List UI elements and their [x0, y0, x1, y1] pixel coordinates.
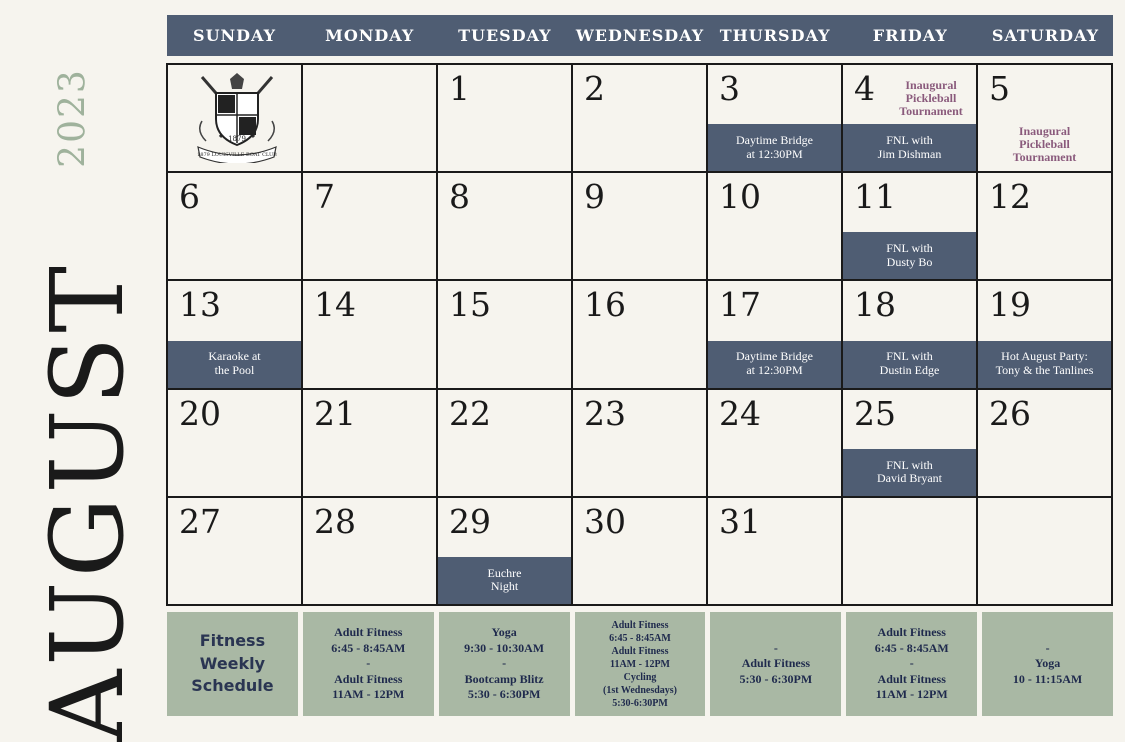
event-label-top: Inaugural Pickleball Tournament: [899, 78, 963, 119]
day-cell-5[interactable]: [978, 65, 1113, 173]
empty-cell: [303, 65, 438, 173]
day-number: 4: [854, 69, 875, 108]
day-cell-9[interactable]: [573, 173, 708, 281]
fitness-day-5: Adult Fitness 6:45 - 8:45AM - Adult Fitness 11AM - 12PM: [846, 612, 977, 716]
weekday-friday: FRIDAY: [872, 26, 948, 45]
day-number: 25: [854, 393, 896, 433]
day-cell-3[interactable]: [708, 65, 843, 173]
day-cell-18[interactable]: [843, 281, 978, 389]
empty-cell: [843, 498, 978, 606]
day-cell-6[interactable]: [168, 173, 303, 281]
day-cell-12[interactable]: [978, 173, 1113, 281]
day-cell-24[interactable]: [708, 390, 843, 498]
day-cell-20[interactable]: [168, 390, 303, 498]
day-number: 13: [179, 285, 221, 325]
day-number: 2: [584, 69, 605, 108]
day-number: 26: [989, 393, 1031, 433]
day-cell-17[interactable]: [708, 281, 843, 389]
day-number: 16: [584, 285, 626, 325]
day-number: 23: [584, 393, 626, 433]
day-cell-31[interactable]: [708, 498, 843, 606]
day-number: 3: [719, 69, 740, 108]
day-number: 8: [449, 177, 470, 217]
event-bar[interactable]: FNL with Dusty Bo: [843, 232, 976, 279]
weekday-tuesday: TUESDAY: [458, 26, 552, 45]
day-number: 18: [854, 285, 896, 325]
day-cell-29[interactable]: [438, 498, 573, 606]
month-title: AUGUST: [29, 262, 146, 742]
day-number: 30: [584, 501, 626, 541]
day-number: 9: [584, 177, 605, 217]
day-cell-26[interactable]: [978, 390, 1113, 498]
day-cell-10[interactable]: [708, 173, 843, 281]
day-number: 10: [719, 177, 761, 217]
event-bar[interactable]: FNL with David Bryant: [843, 449, 976, 496]
day-cell-28[interactable]: [303, 498, 438, 606]
day-number: 22: [449, 393, 491, 433]
day-number: 31: [719, 501, 761, 541]
day-cell-4[interactable]: [843, 65, 978, 173]
day-cell-7[interactable]: [303, 173, 438, 281]
day-cell-13[interactable]: [168, 281, 303, 389]
crest-motto: 1879 LOUISVILLE BOAT CLUB: [197, 152, 277, 158]
weekday-saturday: SATURDAY: [991, 26, 1099, 45]
day-number: 7: [314, 177, 335, 217]
day-cell-1[interactable]: [438, 65, 573, 173]
day-number: 14: [314, 285, 356, 325]
fitness-day-3: Adult Fitness 6:45 - 8:45AM Adult Fitness 11AM - 12PM Cycling (1st Wednesdays) 5:30-6:30PM: [575, 612, 706, 716]
day-number: 29: [449, 501, 491, 541]
day-number: 11: [854, 177, 896, 217]
day-number: 5: [989, 69, 1010, 108]
fitness-day-4: - Adult Fitness 5:30 - 6:30PM: [710, 612, 841, 716]
day-cell-2[interactable]: [573, 65, 708, 173]
fitness-day-6: - Yoga 10 - 11:15AM: [982, 612, 1113, 716]
day-number: 6: [179, 177, 200, 217]
day-number: 27: [179, 501, 221, 541]
day-cell-30[interactable]: [573, 498, 708, 606]
day-cell-16[interactable]: [573, 281, 708, 389]
day-cell-23[interactable]: [573, 390, 708, 498]
weekday-header: [167, 15, 1113, 56]
day-number: 28: [314, 501, 356, 541]
day-number: 17: [719, 285, 761, 325]
event-bar[interactable]: Daytime Bridge at 12:30PM: [708, 341, 841, 388]
day-number: 20: [179, 393, 221, 433]
day-cell-19[interactable]: [978, 281, 1113, 389]
event-label: Inaugural Pickleball Tournament: [1012, 124, 1077, 165]
weekday-monday: MONDAY: [325, 26, 415, 45]
day-cell-25[interactable]: [843, 390, 978, 498]
day-number: 15: [449, 285, 491, 325]
fitness-day-1: Adult Fitness 6:45 - 8:45AM - Adult Fitness 11AM - 12PM: [303, 612, 434, 716]
empty-cell: [168, 65, 303, 173]
fitness-schedule: [167, 612, 1113, 716]
event-bar[interactable]: Euchre Night: [438, 557, 571, 604]
calendar-grid: [166, 63, 1113, 606]
day-number: 19: [989, 285, 1031, 325]
fitness-schedule-title: Fitness Weekly Schedule: [167, 612, 298, 716]
svg-text:1879: 1879: [228, 135, 246, 143]
day-cell-21[interactable]: [303, 390, 438, 498]
weekday-sunday: SUNDAY: [193, 26, 277, 45]
day-cell-11[interactable]: [843, 173, 978, 281]
club-crest-logo: [194, 71, 280, 163]
event-bar[interactable]: FNL with Jim Dishman: [843, 124, 976, 171]
weekday-wednesday: WEDNESDAY: [575, 26, 705, 45]
event-bar[interactable]: Hot August Party: Tony & the Tanlines: [978, 341, 1111, 388]
year-label: 2023: [52, 68, 94, 168]
day-number: 12: [989, 177, 1031, 217]
day-cell-27[interactable]: [168, 498, 303, 606]
day-cell-15[interactable]: [438, 281, 573, 389]
fitness-day-2: Yoga 9:30 - 10:30AM - Bootcamp Blitz 5:30 - 6:30PM: [439, 612, 570, 716]
event-bar[interactable]: Daytime Bridge at 12:30PM: [708, 124, 841, 171]
day-cell-22[interactable]: [438, 390, 573, 498]
event-bar[interactable]: Karaoke at the Pool: [168, 341, 301, 388]
day-cell-14[interactable]: [303, 281, 438, 389]
day-number: 24: [719, 393, 761, 433]
day-number: 1: [449, 69, 470, 108]
day-number: 21: [314, 393, 356, 433]
event-bar[interactable]: FNL with Dustin Edge: [843, 341, 976, 388]
weekday-thursday: THURSDAY: [719, 26, 831, 45]
empty-cell: [978, 498, 1113, 606]
day-cell-8[interactable]: [438, 173, 573, 281]
